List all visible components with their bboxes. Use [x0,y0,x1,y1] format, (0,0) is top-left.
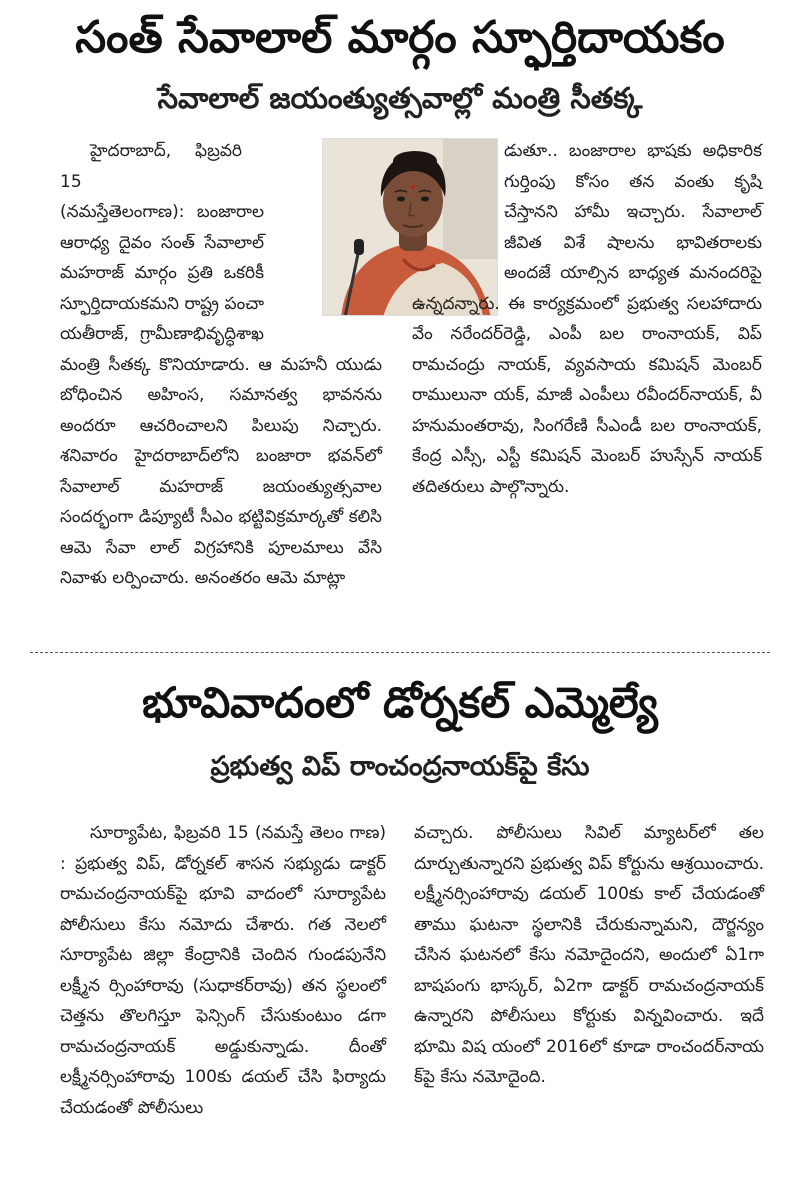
article-1-dateline: హైదరాబాద్, ఫిబ్రవరి 15 [60,141,242,192]
article-1-column-1 [60,136,382,594]
photo-spacer [264,197,382,347]
article-1-body-2 [412,136,762,502]
article-2-body-1: సూర్యాపేట, ఫిబ్రవరి 15 (నమస్తే తెలం గాణ) : ప్రభుత్వ విప్, డోర్నకల్ శాసన సభ్యుడు డాక్టర్ రామచంద్రనాయక్‌పై భూవి వాదంలో సూర్యాపేట పోలీసులు కేసు నమోదు చేశారు. గత నెలలో సూర్యాపేట జిల్లా కేంద్రానికి చెందిన గుండపునేని లక్ష్మీన ర్సింహారావు (సుధాకర్‌రావు) తన స్థలంలో చెత్తను తొలగిస్తూ ఫెన్సింగ్ చేసుకుంటుం డగా రామచంద్రనాయక్ అడ్డుకున్నాడు. దీంతో లక్ష్మీనర్సింహారావు 100కు డయల్ చేసి ఫిర్యాదు చేయడంతో పోలీసులు [60,823,386,1118]
article-2-headline: భూవివాదంలో డోర్నకల్ ఎమ్మెల్యే [142,678,658,727]
article-1-headline: సంత్ సేవాలాల్ మార్గం స్ఫూర్తిదాయకం [75,12,725,63]
photo-spacer-right [412,136,504,286]
article-1-body-1-text: (నమస్తేతెలంగాణ): బంజారాల ఆరాధ్య దైవం సంత్ సేవాలాల్ మహరాజ్ మార్గం ప్రతి ఒకరికీ స్ఫూర్తిదాయకమని రాష్ట్ర పంచా యతీరాజ్, గ్రామీణాభివృద్ధిశాఖ మంత్రి సీతక్క కొనియాడారు. ఆ మహనీ యుడు బోధించిన అహింస, సమానత్వ భావనను అందరూ ఆచరించాలని పిలుపు నిచ్చారు. శనివారం హైదరాబాద్‌లోని బంజారా భవన్‌లో సేవాలాల్ మహరాజ్ జయంత్యుత్సవాల సందర్భంగా డిప్యూటీ సీఎం భట్టివిక్రమార్కతో కలిసి ఆమె సేవా లాల్ విగ్రహానికి పూలమాలు వేసి నివాళు లర్పించారు. అనంతరం ఆమె మాట్లా [60,202,382,588]
article-2-subhead: ప్రభుత్వ విప్ రాంచంద్రనాయక్‌పై కేసు [210,751,590,782]
article-land-dispute [0,660,800,1196]
article-2-column-2 [414,818,764,1093]
article-2-column-1 [60,818,386,1123]
article-1-column-2 [412,136,762,502]
article-1-body-2-text: డుతూ.. బంజారాల భాషకు అధికారిక గుర్తింపు కోసం తన వంతు కృషి చేస్తానని హామీ ఇచ్చారు. సేవాలాల్ జీవిత విశే షాలను భావితరాలకు అందజే యాల్సిన బాధ్యత మనందరిపై ఉన్నదన్నారు. ఈ కార్యక్రమంలో ప్రభుత్వ సలహాదారు వేం నరేందర్‌రెడ్డి, ఎంపీ బల రాంనాయక్, విప్ రామచంద్రు నాయక్, వ్యవసాయ కమిషన్ మెంబర్ రాములునా యక్, మాజీ ఎంపీలు రవీందర్‌నాయక్, వీ హనుమంతరావు, సింగరేణి సీఎండీ బల రాంనాయక్, కేంద్ర ఎస్సీ, ఎస్టీ కమిషన్ మెంబర్ హుస్సేన్ నాయక్ తదితరులు పాల్గొన్నారు. [412,141,762,497]
article-divider [30,652,770,653]
article-1-body-1 [60,197,382,594]
article-1-subhead: సేవాలాల్ జయంత్యుత్సవాల్లో మంత్రి సీతక్క [157,81,643,115]
article-2-body-2: వచ్చారు. పోలీసులు సివిల్ మ్యాటర్‌లో తల దూర్చుతున్నారని ప్రభుత్వ విప్ కోర్టును ఆశ్రయించారు. లక్ష్మీనర్సింహారావు డయల్ 100కు కాల్ చేయడంతో తాము ఘటనా స్థలానికి చేరుకున్నామని, దౌర్జన్యం చేసిన ఘటనలో కేసు నమోదైందని, అందులో ఏ1గా బాషపంగు భాస్కర్, ఏ2గా డాక్టర్ రామచంద్రనాయక్ ఉన్నారని పోలీసులు కోర్టుకు విన్నవించారు. ఇదే భూమి విష యంలో 2016లో కూడా రాంచందర్‌నాయ క్‌పై కేసు నమోదైంది. [414,823,764,1087]
